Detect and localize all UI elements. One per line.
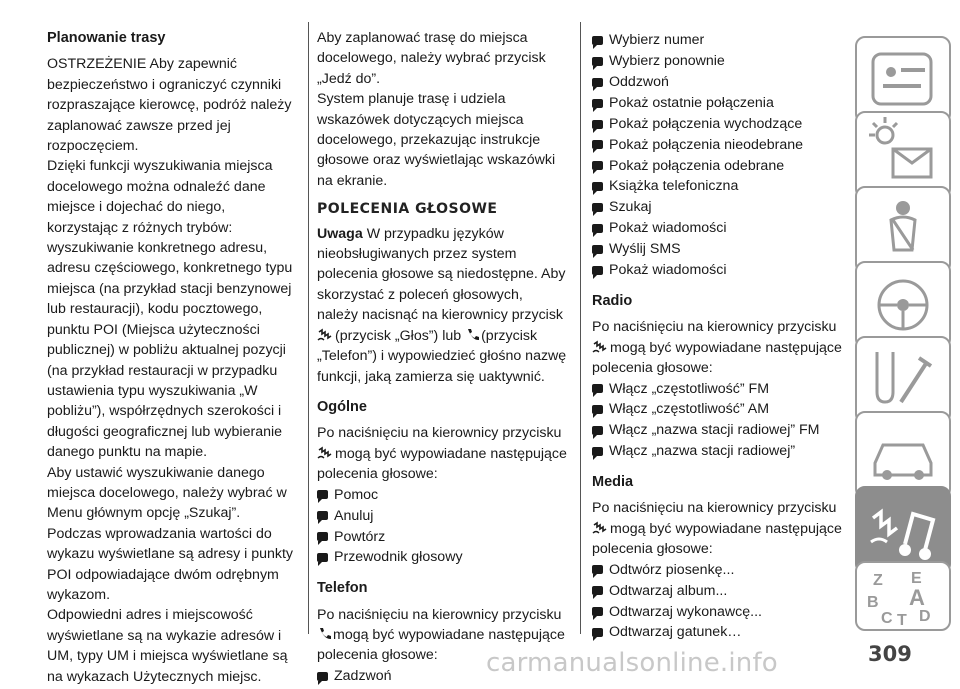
speech-bubble-icon bbox=[592, 36, 603, 45]
letter: A bbox=[909, 585, 925, 610]
general-commands-list bbox=[317, 485, 567, 569]
note-text: W przypadku języków nieobsługiwanych przez system polecenia głosowe są niedostępne. Aby skorzystać z poleceń głosowych, należy nacisnąć na kierownicy przycisk bbox=[317, 225, 566, 324]
speech-bubble-icon bbox=[317, 672, 328, 681]
watermark: carmanualsonline.info bbox=[486, 648, 778, 678]
speech-bubble-icon bbox=[592, 224, 603, 233]
voice-icon bbox=[317, 445, 335, 461]
letter: D bbox=[919, 608, 931, 625]
list-item-label: Włącz „nazwa stacji radiowej” bbox=[609, 443, 796, 460]
emergency-tools-icon bbox=[857, 338, 949, 422]
list-item bbox=[592, 93, 842, 114]
phone-icon bbox=[317, 626, 333, 642]
speech-bubble-icon bbox=[317, 532, 328, 541]
speech-bubble-icon bbox=[592, 628, 603, 637]
list-item-label: Odtwórz piosenkę... bbox=[609, 561, 735, 578]
list-item bbox=[592, 176, 842, 197]
list-item-label: Pokaż wiadomości bbox=[609, 262, 727, 279]
speech-bubble-icon bbox=[317, 511, 328, 520]
speech-bubble-icon bbox=[592, 565, 603, 574]
speech-bubble-icon bbox=[592, 161, 603, 170]
list-item bbox=[592, 239, 842, 260]
list-item bbox=[592, 420, 842, 441]
voice-icon bbox=[592, 520, 610, 536]
intro-text: Po naciśnięciu na kierownicy przycisku bbox=[592, 500, 837, 517]
speech-bubble-icon bbox=[592, 426, 603, 435]
list-item-label: Pokaż wiadomości bbox=[609, 220, 727, 237]
speech-bubble-icon bbox=[317, 553, 328, 562]
list-item bbox=[592, 378, 842, 399]
speech-bubble-icon bbox=[592, 447, 603, 456]
list-item-label: Włącz „częstotliwość” FM bbox=[609, 380, 770, 397]
list-item-label: Włącz „nazwa stacji radiowej” FM bbox=[609, 422, 820, 439]
list-item bbox=[592, 601, 842, 622]
note-mid-2: (przycisk „Telefon”) i wypowiedzieć głośno nazwę funkcji, jaką zamierza się uaktywnić. bbox=[317, 327, 567, 385]
letter: T bbox=[897, 612, 907, 629]
list-item-label: Odtwarzaj wykonawcę... bbox=[609, 603, 762, 620]
list-item-label: Anuluj bbox=[334, 507, 374, 524]
speech-bubble-icon bbox=[592, 266, 603, 275]
list-item bbox=[317, 505, 567, 526]
speech-bubble-icon bbox=[592, 384, 603, 393]
heading-radio: Radio bbox=[592, 292, 633, 309]
column-3 bbox=[592, 30, 842, 645]
list-item bbox=[592, 260, 842, 281]
speech-bubble-icon bbox=[592, 120, 603, 129]
speech-bubble-icon bbox=[592, 182, 603, 191]
list-item bbox=[592, 218, 842, 239]
speech-bubble-icon bbox=[592, 586, 603, 595]
list-item bbox=[592, 622, 842, 643]
list-item bbox=[592, 399, 842, 420]
radio-intro bbox=[592, 317, 842, 378]
heading-route-planning: Planowanie trasy bbox=[47, 30, 166, 46]
speech-bubble-icon bbox=[592, 245, 603, 254]
intro-text: mogą być wypowiadane następujące polecenia głosowe: bbox=[317, 445, 567, 483]
paragraph: OSTRZEŻENIE Aby zapewnić bezpieczeństwo i ograniczyć czynniki rozpraszające kierowcę, podróż należy zaplanować zawsze przed jej rozpoczęciem. bbox=[47, 56, 292, 155]
intro-text: Po naciśnięciu na kierownicy przycisku bbox=[317, 606, 562, 623]
paragraph: Dzięki funkcji wyszukiwania miejsca docelowego można odnaleźć dane miejsce i dojechać do niego, korzystając z różnych trybów: wyszukiwanie konkretnego adresu, adresu częściowego, konkretnego typu miejsca (na przykład stacji benzynowej lub restauracji), kodu pocztowego, punktu POI (Miejsca użyteczności publicznej) w pobliżu aktualnej pozycji (na przykład restauracji w przypadku ustawienia typu wyszukiwania „W pobliżu”), współrzędnych szerokości i długości geograficznej lub wybieranie danego punktu na mapie. bbox=[47, 158, 293, 461]
intro-text: mogą być wypowiadane następujące polecenia głosowe: bbox=[317, 626, 565, 664]
media-intro bbox=[592, 498, 842, 559]
phone-icon bbox=[465, 327, 481, 343]
multimedia-note-icon bbox=[857, 488, 949, 572]
speech-bubble-icon bbox=[592, 99, 603, 108]
voice-icon bbox=[592, 339, 610, 355]
voice-icon bbox=[317, 327, 335, 343]
heading-phone: Telefon bbox=[317, 580, 368, 597]
list-item bbox=[592, 580, 842, 601]
intro-text: mogą być wypowiadane następujące polecenia głosowe: bbox=[592, 339, 842, 376]
paragraph: Aby ustawić wyszukiwanie danego miejsca docelowego, należy wybrać w Menu głównym opcję „Szukaj”. bbox=[47, 464, 287, 522]
list-item-label: Pomoc bbox=[334, 486, 379, 503]
speech-bubble-icon bbox=[592, 405, 603, 414]
list-item-label: Wybierz ponownie bbox=[609, 53, 725, 70]
list-item bbox=[592, 197, 842, 218]
letter: B bbox=[867, 594, 879, 611]
list-item-label: Powtórz bbox=[334, 528, 386, 545]
speech-bubble-icon bbox=[317, 490, 328, 499]
speech-bubble-icon bbox=[592, 203, 603, 212]
speech-bubble-icon bbox=[592, 57, 603, 66]
list-item bbox=[592, 114, 842, 135]
intro-text: Po naciśnięciu na kierownicy przycisku bbox=[317, 425, 562, 442]
letter: E bbox=[911, 570, 922, 587]
list-item bbox=[317, 485, 567, 506]
list-item-label: Włącz „częstotliwość” AM bbox=[609, 401, 770, 418]
column-2 bbox=[317, 28, 567, 689]
heading-general: Ogólne bbox=[317, 398, 367, 415]
column-1 bbox=[47, 28, 297, 687]
note-paragraph bbox=[317, 224, 567, 387]
list-item bbox=[317, 547, 567, 568]
list-item-label: Pokaż połączenia odebrane bbox=[609, 157, 785, 174]
dashboard-icon bbox=[857, 38, 949, 122]
list-item bbox=[592, 134, 842, 155]
column-divider bbox=[308, 22, 309, 634]
paragraph: System planuje trasę i udziela wskazówek dotyczących miejsca docelowego, przekazując instrukcje głosowe oraz wyświetlając wskazówki na ekranie. bbox=[317, 91, 556, 189]
media-commands-list bbox=[592, 560, 842, 644]
letter: Z bbox=[873, 572, 883, 589]
list-item bbox=[592, 441, 842, 462]
lights-warning-icon bbox=[857, 113, 949, 197]
note-label: Uwaga bbox=[317, 225, 363, 242]
list-item-label: Pokaż połączenia nieodebrane bbox=[609, 136, 804, 153]
letter: C bbox=[881, 610, 893, 627]
speech-bubble-icon bbox=[592, 607, 603, 616]
list-item-label: Pokaż połączenia wychodzące bbox=[609, 115, 803, 132]
general-intro bbox=[317, 423, 567, 484]
phone-commands-list-continued bbox=[592, 30, 842, 281]
chapter-tab-index[interactable] bbox=[855, 561, 951, 631]
list-item bbox=[592, 30, 842, 51]
list-item bbox=[592, 155, 842, 176]
column-divider bbox=[580, 22, 581, 634]
speech-bubble-icon bbox=[592, 78, 603, 87]
intro-text: mogą być wypowiadane następujące polecenia głosowe: bbox=[592, 520, 842, 558]
list-item-label: Wyślij SMS bbox=[609, 241, 681, 258]
steering-wheel-icon bbox=[857, 263, 949, 347]
list-item-label: Odtwarzaj album... bbox=[609, 582, 728, 599]
seatbelt-icon bbox=[857, 188, 949, 272]
list-item-label: Oddzwoń bbox=[609, 74, 669, 91]
intro-text: Po naciśnięciu na kierownicy przycisku bbox=[592, 319, 837, 336]
list-item bbox=[592, 560, 842, 581]
list-item bbox=[317, 526, 567, 547]
note-mid-1: (przycisk „Głos”) lub bbox=[335, 327, 462, 344]
heading-media: Media bbox=[592, 473, 634, 490]
list-item bbox=[592, 51, 842, 72]
index-letters-icon bbox=[857, 563, 949, 629]
list-item bbox=[592, 72, 842, 93]
list-item-label: Szukaj bbox=[609, 199, 652, 216]
list-item-label: Wybierz numer bbox=[609, 32, 705, 49]
list-item-label: Książka telefoniczna bbox=[609, 178, 739, 195]
list-item-label: Pokaż ostatnie połączenia bbox=[609, 94, 774, 111]
list-item-label: Odtwarzaj gatunek… bbox=[609, 624, 742, 641]
list-item-label: Przewodnik głosowy bbox=[334, 549, 463, 566]
paragraph: Podczas wprowadzania wartości do wykazu wyświetlane są adresy i punkty POI odpowiadające dwóm odrębnym wykazom. bbox=[47, 525, 294, 603]
speech-bubble-icon bbox=[592, 140, 603, 149]
page-number: 309 bbox=[868, 642, 912, 666]
paragraph: Aby zaplanować trasę do miejsca docelowego, należy wybrać przycisk „Jedź do”. bbox=[317, 30, 546, 87]
paragraph: Odpowiedni adres i miejscowość wyświetlane są na wykazie adresów i UM, typy UM i miejsca wyświetlane są na wykazach Użytecznych miejsc. bbox=[47, 607, 288, 685]
section-title-voice-commands: POLECENIA GŁOSOWE bbox=[317, 201, 498, 218]
car-service-icon bbox=[857, 413, 949, 497]
radio-commands-list bbox=[592, 378, 842, 462]
list-item-label: Zadzwoń bbox=[334, 667, 392, 684]
